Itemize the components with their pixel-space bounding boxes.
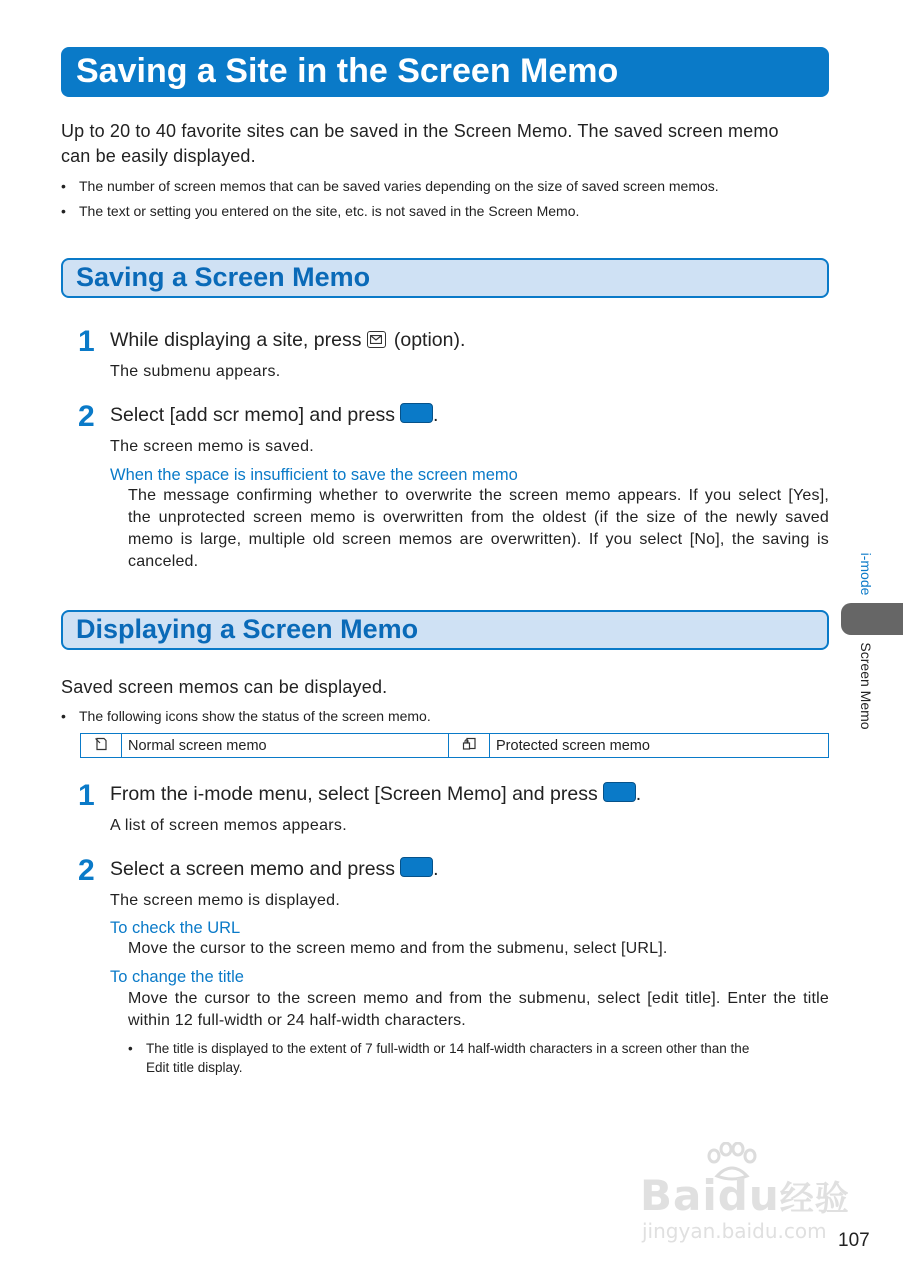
side-tab-marker	[841, 603, 903, 635]
note-line: within 12 full-width or 24 half-width characters.	[128, 1012, 466, 1029]
note-line: The message confirming whether to overwrite the screen memo appears. If you select [Yes],	[128, 487, 829, 504]
step-period: .	[635, 783, 642, 805]
step-text-part: While displaying a site, press	[110, 329, 362, 351]
page-number: 107	[838, 1230, 870, 1251]
side-label-text: Screen Memo	[858, 642, 874, 730]
step-number: 1	[78, 325, 95, 358]
side-label-screen-memo	[852, 636, 880, 736]
page-title: Saving a Site in the Screen Memo	[61, 47, 829, 97]
watermark-cn-text: 经验	[779, 1179, 850, 1219]
step-number: 2	[78, 400, 95, 433]
bullet-text: The following icons show the status of the screen memo.	[79, 708, 431, 724]
step-result: The screen memo is saved.	[110, 438, 315, 455]
table-cell-label: Normal screen memo	[122, 734, 449, 758]
step-result: A list of screen memos appears.	[110, 817, 347, 834]
center-key-icon	[400, 403, 433, 423]
step-result: The submenu appears.	[110, 363, 281, 380]
bullet-line: Edit title display.	[146, 1060, 243, 1075]
bullet-text: The text or setting you entered on the site, etc. is not saved in the Screen Memo.	[79, 203, 580, 219]
step-result: The screen memo is displayed.	[110, 892, 341, 909]
change-title-note-body	[128, 988, 829, 1032]
step-text-part: From the i-mode menu, select [Screen Memo] and press	[110, 783, 598, 805]
mail-key-icon	[367, 331, 386, 348]
step-period: .	[433, 404, 439, 426]
table-cell-icon	[449, 734, 490, 758]
center-key-icon	[603, 782, 636, 802]
step-number: 2	[78, 854, 95, 887]
step-text-part: (option).	[393, 329, 466, 351]
bullet-dot: •	[61, 708, 66, 724]
change-title-bullet	[128, 1039, 829, 1077]
watermark-url: jingyan.baidu.com	[642, 1219, 827, 1243]
note-line: Move the cursor to the screen memo and from the submenu, select [edit title]. Enter the title	[128, 990, 829, 1007]
normal-memo-icon	[94, 737, 108, 751]
bullet-dot: •	[128, 1041, 133, 1056]
note-line: memo is large, multiple old screen memos are overwritten). If you select [No], the saving is	[128, 531, 829, 548]
table-row	[81, 734, 829, 758]
side-label-text: i-mode	[858, 552, 874, 596]
step-text	[110, 782, 641, 806]
intro-bullet-2	[61, 202, 831, 220]
change-title-note-title: To change the title	[110, 968, 244, 986]
step-number: 1	[78, 779, 95, 812]
table-cell-label: Protected screen memo	[490, 734, 829, 758]
watermark-brand	[640, 1171, 850, 1221]
protected-memo-icon	[462, 737, 477, 751]
intro-text	[61, 119, 831, 169]
note-body	[128, 485, 829, 573]
url-note-body: Move the cursor to the screen memo and from the submenu, select [URL].	[128, 940, 668, 957]
step-text-part: Select [add scr memo] and press	[110, 404, 396, 426]
step-text	[110, 857, 438, 881]
bullet-text: The number of screen memos that can be saved varies depending on the size of saved screen memos.	[79, 178, 719, 194]
step-period: .	[433, 858, 439, 880]
step-text	[110, 328, 465, 352]
displaying-intro: Saved screen memos can be displayed.	[61, 677, 388, 697]
note-line: the unprotected screen memo is overwritten from the oldest (if the size of the newly saved	[128, 509, 829, 526]
step-text-part: Select a screen memo and press	[110, 858, 396, 880]
step-text	[110, 403, 438, 427]
status-icon-table	[80, 733, 829, 758]
intro-line-1: Up to 20 to 40 favorite sites can be saved in the Screen Memo. The saved screen memo	[61, 121, 779, 141]
baidu-watermark	[640, 1140, 850, 1250]
side-label-imode	[852, 548, 880, 600]
bullet-line: The title is displayed to the extent of 7 full-width or 14 half-width characters in a screen other than the	[146, 1041, 750, 1056]
bullet-dot: •	[61, 203, 66, 219]
center-key-icon	[400, 857, 433, 877]
note-title: When the space is insufficient to save the screen memo	[110, 466, 518, 484]
note-line: canceled.	[128, 553, 199, 570]
bullet-dot: •	[61, 178, 66, 194]
watermark-brand-text: Baidu	[640, 1171, 780, 1220]
table-cell-icon	[81, 734, 122, 758]
intro-line-2: can be easily displayed.	[61, 146, 256, 166]
intro-bullet-1	[61, 177, 831, 195]
section-heading-saving: Saving a Screen Memo	[61, 258, 829, 298]
displaying-bullet	[61, 707, 831, 725]
url-note-title: To check the URL	[110, 919, 241, 937]
section-heading-displaying: Displaying a Screen Memo	[61, 610, 829, 650]
